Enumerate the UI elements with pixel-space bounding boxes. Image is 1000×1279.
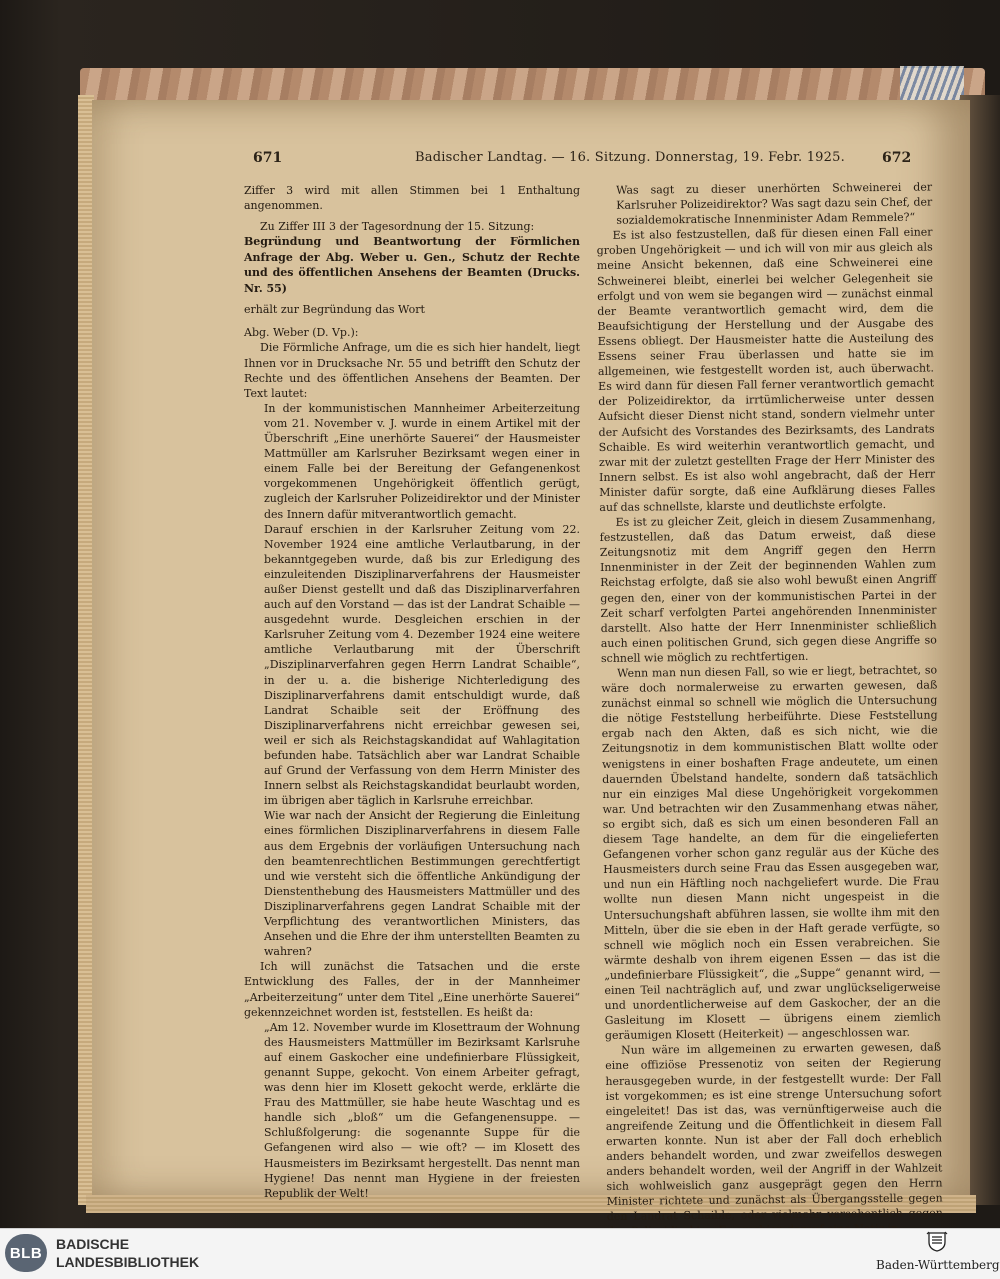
paragraph: Ziffer 3 wird mit allen Stimmen bei 1 Enthaltung angenommen.: [244, 184, 580, 213]
paragraph: Zu Ziffer III 3 der Tagesordnung der 15. Sitzung:: [260, 220, 535, 234]
paragraph: Was sagt zu dieser unerhörten Schweinerei der Karlsruher Polizeidirektor? Was sagt dazu sein Chef, der sozialdemokratische Innenminister Adam Remmele?“: [616, 180, 933, 227]
right-text-column: [596, 179, 943, 1239]
region-name[interactable]: Baden-Württemberg: [876, 1258, 1000, 1272]
paragraph: „Am 12. November wurde im Klosettraum der Wohnung des Hausmeisters Mattmüller im Bezirksamt Karlsruhe auf einem Gaskocher eine undefinierbare Flüssigkeit, genannt Suppe, gekocht. Von einem Arbeiter gefragt, was denn hier im Klosett gekocht werde, erklärte die Frau des Mattmüller, sie habe heute Waschtag und es handle sich „bloß“ um die Gefangenensuppe. — Schlußfolgerung: die sogenannte Suppe für die Gefangenen wird also — wie oft? — im Klosett des Hausmeisters im Bezirksamt hergestellt. Das nennt man Hygiene! Das nennt man Hygiene in der freiesten Republik der Welt!: [264, 1020, 580, 1200]
running-title: Badischer Landtag. — 16. Sitzung. Donnerstag, 19. Febr. 1925.: [415, 150, 845, 165]
blb-logo[interactable]: BLB: [5, 1234, 47, 1272]
paragraph: Ich will zunächst die Tatsachen und die erste Entwicklung des Falles, der in der Mannheimer „Arbeiterzeitung“ unter dem Titel „Eine unerhörte Sauerei“ gekennzeichnet worden ist, feststellen. Es heißt da:: [244, 960, 580, 1019]
page-number-left: 671: [253, 150, 283, 166]
library-name[interactable]: [56, 1235, 199, 1271]
paragraph: Abg. Weber (D. Vp.):: [244, 326, 359, 340]
paragraph: In der kommunistischen Mannheimer Arbeiterzeitung vom 21. November v. J. wurde in einem Artikel mit der Überschrift „Eine unerhörte Sauerei“ der Hausmeister Mattmüller am Karlsruher Bezirksamt wegen einer in einem Falle bei der Bereitung der Gefangenenkost vorgekommenen Ungehörigkeit öffentlich gerügt, zugleich der Karlsruher Polizeidirektor und der Minister des Innern dafür mitverantwortlich gemacht.: [264, 401, 580, 521]
library-name-line2: LANDESBIBLIOTHEK: [56, 1254, 200, 1270]
paragraph: Begründung und Beantwortung der Förmlichen Anfrage der Abg. Weber u. Gen., Schutz der Rechte und des öffentlichen Ansehens der Beamten (Drucks. Nr. 55): [244, 235, 580, 295]
paragraph: Wie war nach der Ansicht der Regierung die Einleitung eines förmlichen Disziplinarverfahrens in diesem Falle aus dem Ergebnis der vorläufigen Untersuchung nach den beamtenrechtlichen Bestimmungen gerechtfertigt und wie versteht sich die öffentliche Ankündigung der Dienstenthebung des Hausmeisters Mattmüller und des Disziplinarverfahrens gegen Landrat Schaible mit der Verpflichtung des verantwortlichen Ministers, das Ansehen und die Ehre der ihm unterstellten Beamten zu wahren?: [264, 809, 580, 959]
paragraph: Nun wäre im allgemeinen zu erwarten gewesen, daß eine offiziöse Pressenotiz von seiten der Regierung herausgegeben wurde, in der festgestellt wurde: Der Fall ist vorgekommen; es ist eine strenge Untersuchung sofort eingeleitet! Das ist das, was vernünftigerweise auch die angreifende Zeitung und die Öffentlichkeit in diesem Fall erwarten konnte. Nun ist aber der Fall doch erheblich anders behandelt worden, und zwar zweifellos deswegen anders behandelt worden, weil der Angriff in der Wahlzeit sich wohlweislich ganz ausgeprägt gegen den Herrn Minister richtete und zunächst als Übergangsstelle gegen den Landrat Schaible, oder vielmehr versehentlich gegen: [605, 1040, 943, 1224]
library-name-line1: BADISCHE: [56, 1236, 130, 1252]
coat-of-arms-icon: [925, 1230, 949, 1252]
page-header: [0, 150, 1000, 170]
paragraph: Wenn man nun diesen Fall, so wie er liegt, betrachtet, so wäre doch normalerweise zu erwarten gewesen, daß zunächst einmal so schnell wie möglich die Untersuchung die nötige Feststellung herbeiführte. Diese Feststellung ergab nach den Akten, daß es sich nicht, wie die Zeitungsnotiz in dem kommunistischen Blatt wollte oder wenigstens in einer boshaften Frage andeutete, um einen dauernden Übelstand handelte, sondern daß tatsächlich nur ein einziges Mal diese Ungehörigkeit vorgekommen war. Und betrachten wir den Zusammenhang etwas näher, so ergibt sich, daß es sich um einen besonderen Fall an diesem Tage handelte, an dem für die eingelieferten Gefangenen vorher schon ganz regulär aus der Küche des Hausmeisters durch seine Frau das Essen ausgegeben war, und nun ein Häftling noch nachgeliefert wurde. Die Frau wollte nun diesen Mann nicht ungespeist in die Untersuchungshaft abführen lassen, sie wollte ihm mit den Mitteln, über die sie eben in der Haft gerade verfügte, so schnell wie möglich noch ein Essen verabreichen. Sie wärmte deshalb von ihrem eigenen Essen — das ist die „undefinierbare Flüssigkeit“, die „Suppe“ genannt wird, — einen Teil nachträglich auf, und zwar unglückseligerweise und unordentlicherweise auf dem Gaskocher, der an die Gasleitung im Klosett — übrigens einem ziemlich geräumigen Klosett (Heiterkeit) — angeschlossen war.: [601, 663, 941, 1043]
paragraph: Darauf erschien in der Karlsruher Zeitung vom 22. November 1924 eine amtliche Verlautbarung, in der bekanntgegeben wurde, daß bis zur Erledigung des einzuleitenden Disziplinarverfahrens der Hausmeister außer Dienst gestellt und daß das Disziplinarverfahren auch auf den Vorstand — das ist der Landrat Schaible — ausgedehnt wurde. Desgleichen erschien in der Karlsruher Zeitung vom 4. Dezember 1924 eine weitere amtliche Verlautbarung mit der Überschrift „Disziplinarverfahren gegen Herrn Landrat Schaible“, in der u. a. die bisherige Nichterledigung des Disziplinarverfahrens damit entschuldigt wurde, daß Landrat Schaible seit der Eröffnung des Disziplinarverfahrens nicht erreichbar gewesen sei, weil er sich als Reichstagskandidat auf Wahlagitation befunden habe. Tatsächlich aber war Landrat Schaible auf Grund der Verfassung von dem Herrn Minister des Innern selbst als Reichstagskandidat beurlaubt worden, im übrigen aber täglich in Karlsruhe erreichbar.: [264, 522, 580, 808]
paragraph: Die Förmliche Anfrage, um die es sich hier handelt, liegt Ihnen vor in Drucksache Nr. 55 und betrifft den Schutz der Rechte und des öffentlichen Ansehens der Beamten. Der Text lautet:: [244, 341, 580, 400]
book-top-edge: [80, 68, 985, 104]
paragraph: Es ist zu gleicher Zeit, gleich in diesem Zusammenhang, festzustellen, daß das Datum erweist, daß diese Zeitungsnotiz mit dem Angriff gegen den Herrn Innenminister in der Zeit der beginnenden Wahlen zum Reichstag erfolgte, daß sie also wohl bewußt einen Angriff gegen den, einer von der kommunistischen Partei in der Zeit scharf verfolgten Partei angehörenden Innenminister darstellt. Also hatte der Herr Innenminister schließlich auch einen politischen Grund, sich gegen diese Angriffe so schnell wie möglich zu rechtfertigen.: [599, 512, 937, 665]
paragraph: erhält zur Begründung das Wort: [244, 303, 425, 317]
left-text-column: [244, 183, 580, 1201]
paragraph: Es ist also festzustellen, daß für diesen einen Fall einer groben Ungehörigkeit — und ich will von mir aus gleich als meine Ansicht bekennen, daß eine Schweinerei eine Schweinerei bleibt, einerlei bei welcher Gelegenheit sie erfolgt und von wem sie begangen wird — zunächst einmal der Beamte verantwortlich gemacht wird, dem die Beaufsichtigung der Herstellung und der Ausgabe des Essens obliegt. Der Hausmeister hatte die Austeilung des Essens seiner Frau überlassen und hatte sie im allgemeinen, wie festgestellt worden ist, auch überwacht. Es wird dann für diesen Fall ferner verantwortlich gemacht der Polizeidirektor, da irrtümlicherweise unter dessen Aufsicht dieser Dienst nicht stand, sondern vielmehr unter der Aufsicht des Vorstandes des Bezirksamts, des Landrats Schaible. Es wird weiterhin verantwortlich gemacht, und zwar mit der zuletzt gestellten Frage der Herr Minister des Innern selbst. Es ist also wohl angebracht, daß der Herr Minister dafür sorgte, daß eine Aufklärung dieses Falles auf das schnellste, klarste und deutlichste erfolgte.: [596, 225, 936, 514]
page-number-right: 672: [882, 150, 912, 166]
